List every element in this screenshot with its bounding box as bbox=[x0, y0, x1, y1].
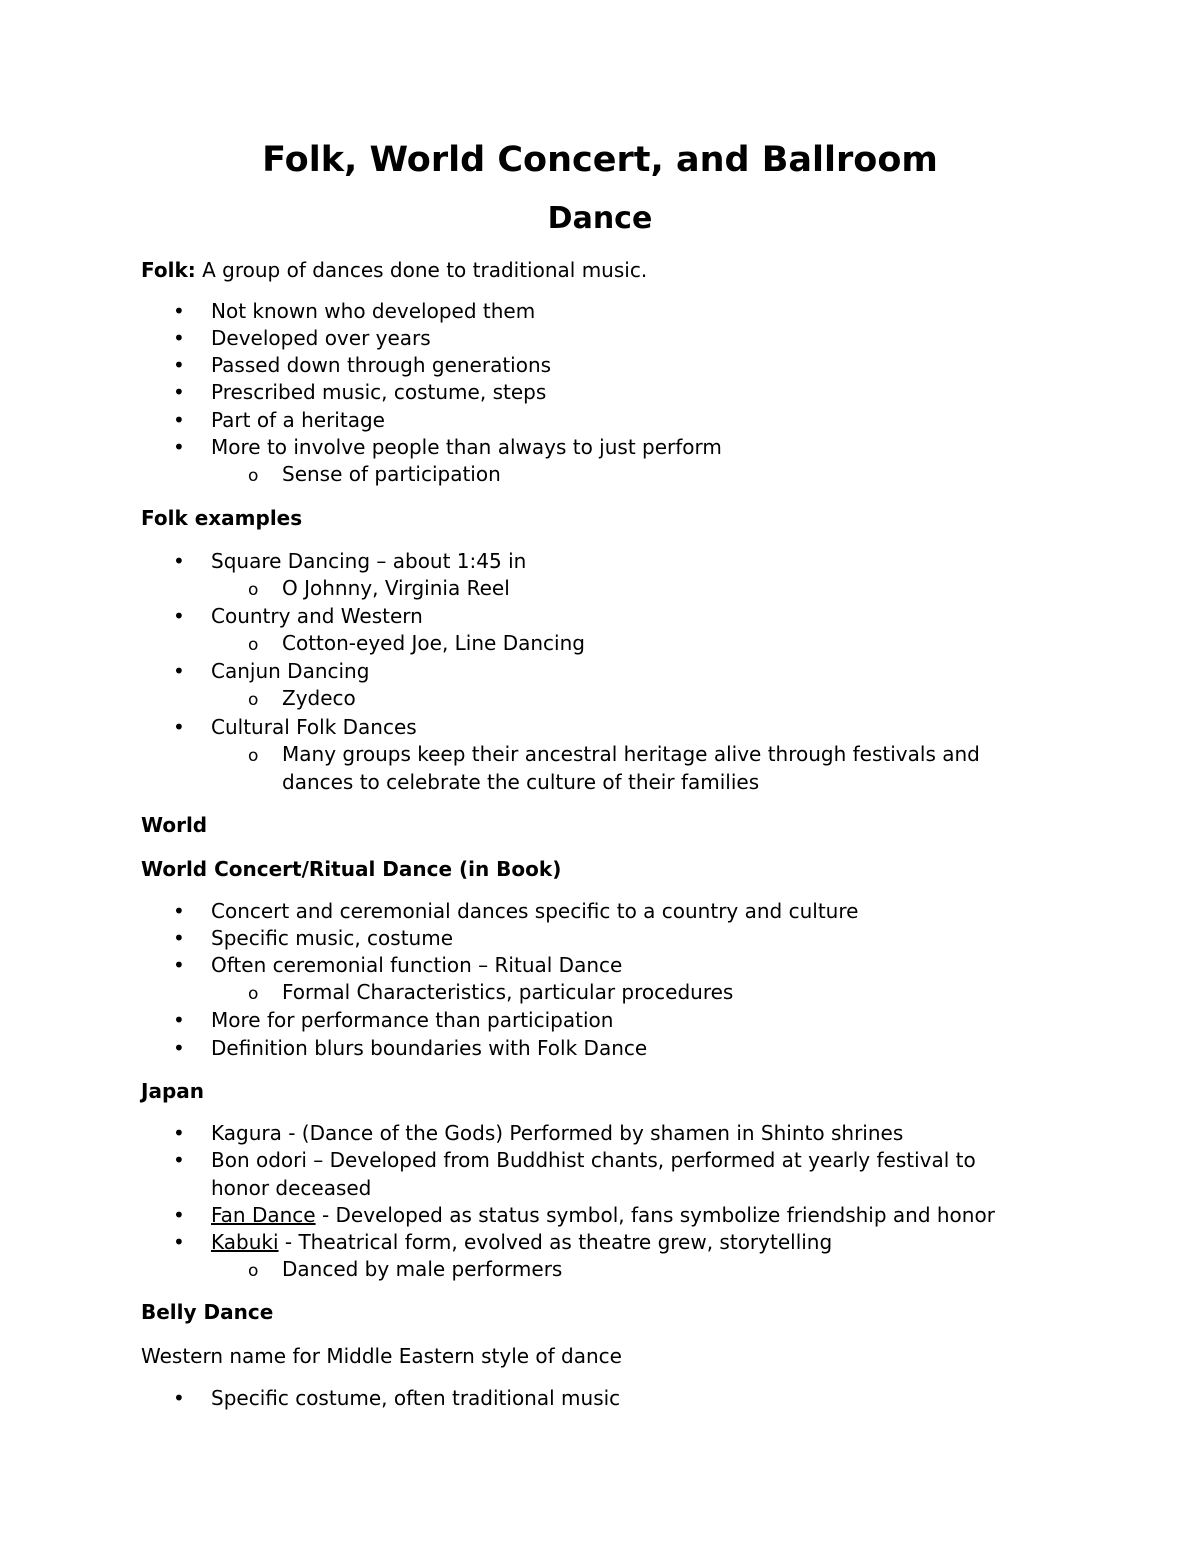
list-item bbox=[211, 1202, 995, 1229]
list-item: Definition blurs boundaries with Folk Dance bbox=[211, 1036, 648, 1060]
bullet-icon: • bbox=[173, 1203, 185, 1227]
bullet-icon: • bbox=[173, 604, 185, 628]
folk-definition bbox=[141, 257, 647, 284]
sub-bullet-icon: o bbox=[248, 1261, 259, 1281]
folk-definition-text: A group of dances done to traditional music. bbox=[195, 258, 648, 282]
list-item: Often ceremonial function – Ritual Dance bbox=[211, 953, 623, 977]
sub-list-item: Cotton-eyed Joe, Line Dancing bbox=[282, 631, 585, 655]
sub-bullet-icon: o bbox=[248, 580, 259, 600]
bullet-icon: • bbox=[173, 899, 185, 923]
sub-list-item: Many groups keep their ancestral heritage alive through festivals and bbox=[282, 742, 980, 766]
sub-list-item: Formal Characteristics, particular procedures bbox=[282, 980, 734, 1004]
list-item: Concert and ceremonial dances specific to a country and culture bbox=[211, 899, 859, 923]
list-item: Cultural Folk Dances bbox=[211, 715, 417, 739]
list-item: Developed over years bbox=[211, 326, 431, 350]
sub-bullet-icon: o bbox=[248, 466, 259, 486]
sub-bullet-icon: o bbox=[248, 746, 259, 766]
bullet-icon: • bbox=[173, 326, 185, 350]
section-heading: Japan bbox=[141, 1079, 204, 1103]
list-item: Prescribed music, costume, steps bbox=[211, 380, 547, 404]
list-item: Passed down through generations bbox=[211, 353, 552, 377]
sub-bullet-icon: o bbox=[248, 690, 259, 710]
section-heading: World bbox=[141, 813, 208, 837]
list-item: Kagura - (Dance of the Gods) Performed by shamen in Shinto shrines bbox=[211, 1121, 904, 1145]
paragraph: Western name for Middle Eastern style of dance bbox=[141, 1344, 622, 1368]
list-item: Specific music, costume bbox=[211, 926, 454, 950]
bullet-icon: • bbox=[173, 1121, 185, 1145]
bullet-icon: • bbox=[173, 353, 185, 377]
fan-dance-term: Fan Dance bbox=[211, 1203, 316, 1227]
list-item: More for performance than participation bbox=[211, 1008, 614, 1032]
sub-list-item-continued: dances to celebrate the culture of their families bbox=[282, 770, 760, 794]
kabuki-term: Kabuki bbox=[211, 1230, 279, 1254]
bullet-icon: • bbox=[173, 435, 185, 459]
bullet-icon: • bbox=[173, 659, 185, 683]
bullet-icon: • bbox=[173, 380, 185, 404]
sub-bullet-icon: o bbox=[248, 984, 259, 1004]
list-item bbox=[211, 1229, 832, 1256]
document-title: Folk, World Concert, and Ballroom bbox=[262, 140, 938, 180]
section-heading: Folk examples bbox=[141, 506, 303, 530]
list-item-continued: honor deceased bbox=[211, 1176, 372, 1200]
bullet-icon: • bbox=[173, 926, 185, 950]
bullet-icon: • bbox=[173, 1386, 185, 1410]
list-item: Square Dancing – about 1:45 in bbox=[211, 549, 527, 573]
list-item: Part of a heritage bbox=[211, 408, 385, 432]
bullet-icon: • bbox=[173, 549, 185, 573]
sub-list-item: Danced by male performers bbox=[282, 1257, 563, 1281]
sub-bullet-icon: o bbox=[248, 635, 259, 655]
kabuki-description: - Theatrical form, evolved as theatre grew, storytelling bbox=[278, 1230, 833, 1254]
bullet-icon: • bbox=[173, 1230, 185, 1254]
folk-label: Folk: bbox=[141, 258, 196, 282]
section-heading: Belly Dance bbox=[141, 1300, 274, 1324]
list-item: Country and Western bbox=[211, 604, 423, 628]
section-subheading: World Concert/Ritual Dance (in Book) bbox=[141, 857, 562, 881]
document-title-line2: Dance bbox=[547, 201, 653, 236]
list-item: Specific costume, often traditional music bbox=[211, 1386, 621, 1410]
sub-list-item: O Johnny, Virginia Reel bbox=[282, 576, 510, 600]
bullet-icon: • bbox=[173, 1008, 185, 1032]
bullet-icon: • bbox=[173, 715, 185, 739]
bullet-icon: • bbox=[173, 1148, 185, 1172]
list-item: More to involve people than always to just perform bbox=[211, 435, 722, 459]
bullet-icon: • bbox=[173, 953, 185, 977]
list-item: Bon odori – Developed from Buddhist chants, performed at yearly festival to bbox=[211, 1148, 976, 1172]
list-item: Not known who developed them bbox=[211, 299, 536, 323]
bullet-icon: • bbox=[173, 408, 185, 432]
fan-dance-description: - Developed as status symbol, fans symbolize friendship and honor bbox=[315, 1203, 995, 1227]
sub-list-item: Zydeco bbox=[282, 686, 356, 710]
bullet-icon: • bbox=[173, 1036, 185, 1060]
sub-list-item: Sense of participation bbox=[282, 462, 501, 486]
bullet-icon: • bbox=[173, 299, 185, 323]
list-item: Canjun Dancing bbox=[211, 659, 370, 683]
